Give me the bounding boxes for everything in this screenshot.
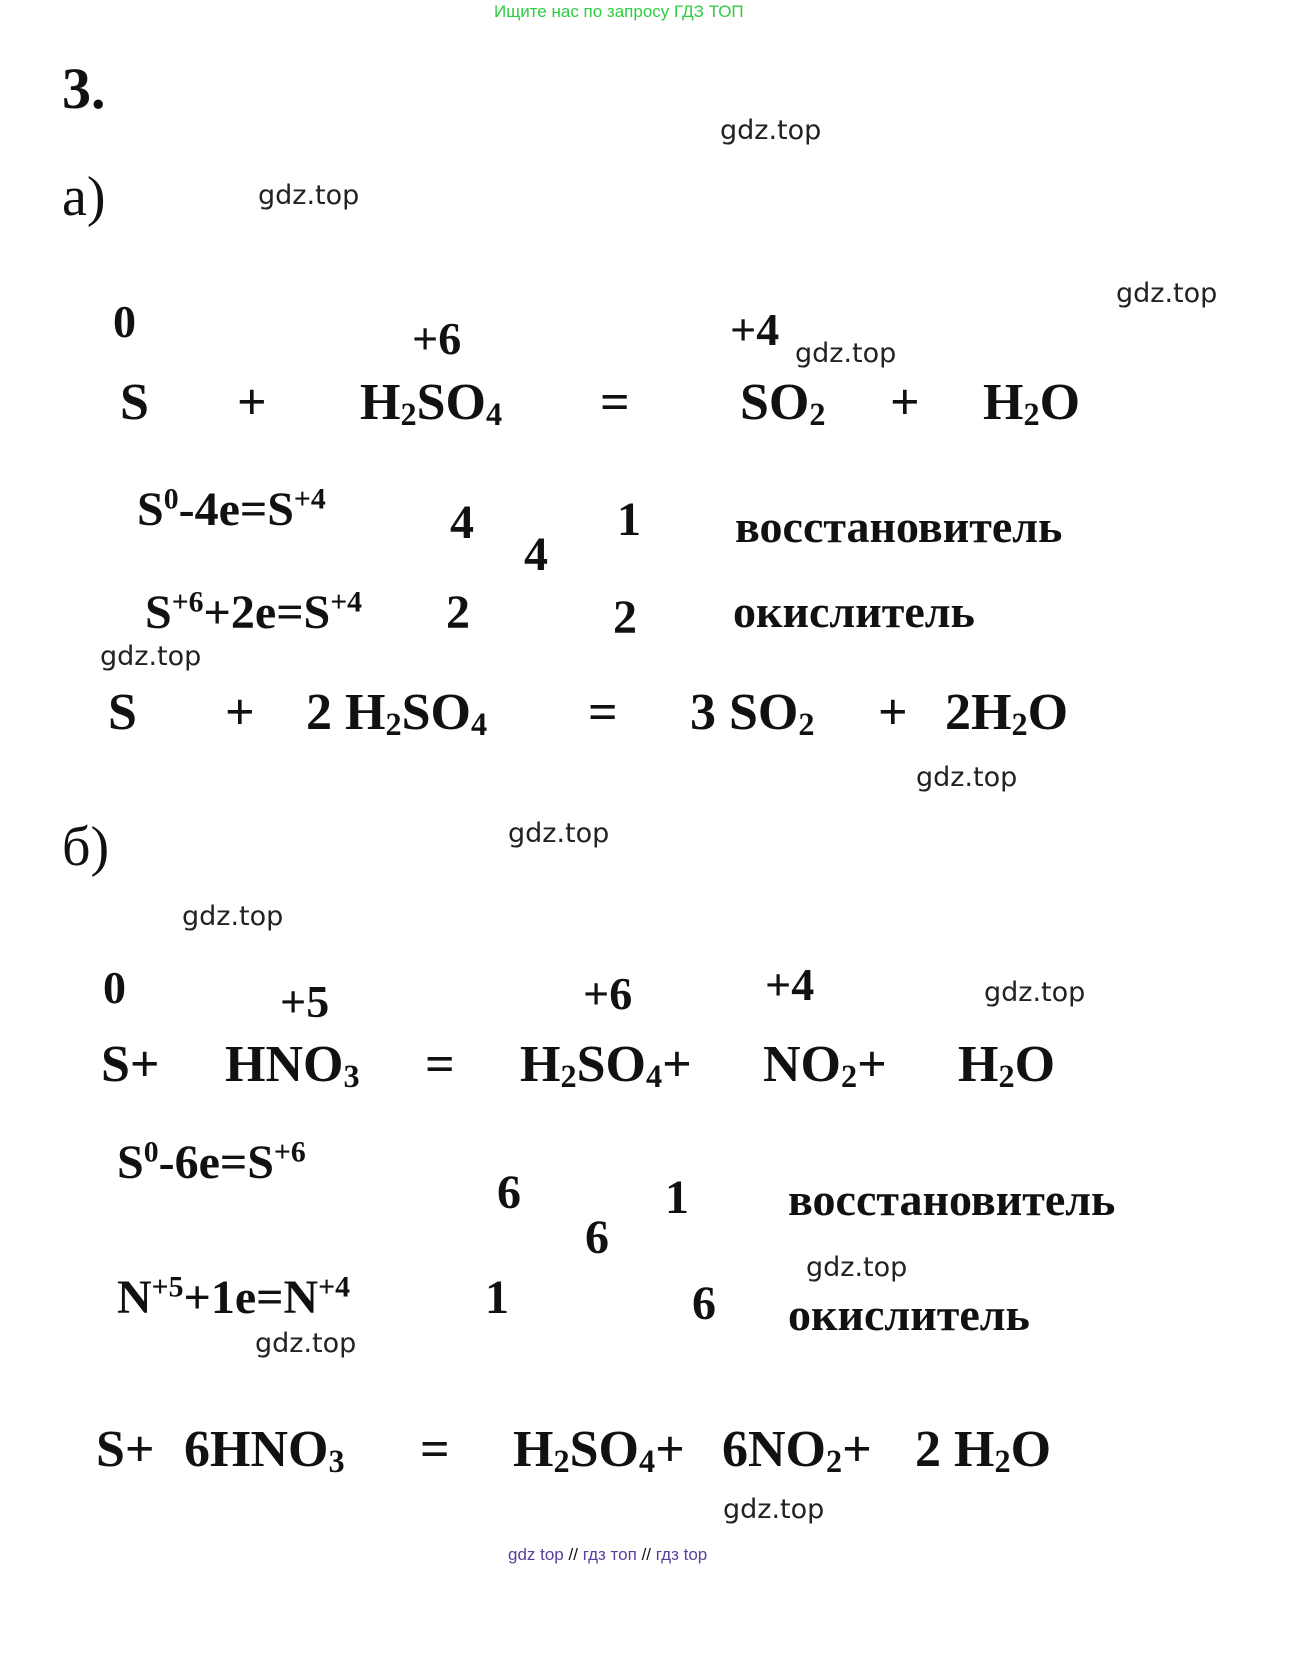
balanced-b-no2: $6NO_2+$ <box>722 1421 872 1479</box>
half-a1: $S^0-4e=S^{+4}$ <box>137 482 326 536</box>
eq-a-plus1: + <box>237 374 267 431</box>
ox-state-s: 0 <box>113 296 136 347</box>
ox-state-h2so4: +6 <box>412 313 462 364</box>
balanced-b-s: S+ <box>96 1421 155 1478</box>
eq-b-equals: = <box>425 1036 455 1093</box>
watermark: gdz.top <box>100 641 202 672</box>
watermark: gdz.top <box>916 762 1018 793</box>
balanced-a-so2: 3 $SO_2$ <box>690 684 815 742</box>
eq-a-so2: $SO_2$ <box>740 374 826 432</box>
half-a2-coef: 2 <box>613 591 637 644</box>
eq-a-equals: = <box>600 374 630 431</box>
eq-b-s: S+ <box>101 1036 160 1093</box>
eq-b-h2o: $H_2O$ <box>958 1036 1056 1094</box>
half-b1: $S^0-6e=S^{+6}$ <box>117 1135 306 1189</box>
half-b-lcm: 6 <box>585 1211 609 1264</box>
eq-b-h2so4: $H_2SO_4+$ <box>520 1036 692 1094</box>
watermark: gdz.top <box>255 1328 357 1359</box>
footer-separator: // <box>568 1545 578 1564</box>
balanced-a-h2o: $2H_2O$ <box>945 684 1069 742</box>
half-a1-electrons: 4 <box>450 496 474 549</box>
balanced-a-equals: = <box>588 684 618 741</box>
watermark: gdz.top <box>508 818 610 849</box>
ox-state-hno3: +5 <box>280 976 330 1027</box>
half-b2: $N^{+5}+1e=N^{+4}$ <box>117 1270 350 1324</box>
half-b1-role: восстановитель <box>788 1174 1116 1225</box>
eq-a-s: S <box>120 374 149 431</box>
half-a1-role: восстановитель <box>735 501 1063 552</box>
watermark: gdz.top <box>182 901 284 932</box>
part-b-label: б) <box>62 816 110 878</box>
task-number: 3. <box>62 56 106 121</box>
watermark: gdz.top <box>720 115 822 146</box>
eq-a-h2so4: $H_2SO_4$ <box>360 374 503 432</box>
footer-separator: // <box>641 1545 652 1564</box>
balanced-a-plus1: + <box>225 684 255 741</box>
half-a1-coef: 1 <box>617 493 641 546</box>
balanced-b-h2o: 2 $H_2O$ <box>915 1421 1052 1479</box>
balanced-b-h2so4: $H_2SO_4+$ <box>513 1421 685 1479</box>
half-b2-role: окислитель <box>788 1289 1030 1340</box>
balanced-a-plus2: + <box>878 684 908 741</box>
ox-state-no2: +4 <box>765 959 815 1010</box>
ox-state-so2: +4 <box>730 304 780 355</box>
part-a-label: а) <box>62 166 106 228</box>
half-b1-coef: 1 <box>665 1171 689 1224</box>
watermark: gdz.top <box>1116 278 1218 309</box>
footer-link-1[interactable]: gdz top <box>508 1545 564 1564</box>
footer-links <box>508 1545 707 1565</box>
watermark: gdz.top <box>795 338 897 369</box>
half-a-lcm: 4 <box>524 528 548 581</box>
balanced-b-hno3: $6HNO_3$ <box>184 1421 345 1479</box>
balanced-a-s: S <box>108 684 137 741</box>
watermark: gdz.top <box>984 977 1086 1008</box>
eq-b-no2: $NO_2+$ <box>763 1036 887 1094</box>
eq-a-h2o: $H_2O$ <box>983 374 1081 432</box>
balanced-b-equals: = <box>420 1421 450 1478</box>
footer-link-2[interactable]: гдз топ <box>582 1545 637 1564</box>
eq-a-plus2: + <box>890 374 920 431</box>
half-b1-electrons: 6 <box>497 1166 521 1219</box>
half-b2-electrons: 1 <box>485 1271 509 1324</box>
ox-state-h2so4-b: +6 <box>583 968 633 1019</box>
watermark: gdz.top <box>806 1252 908 1283</box>
half-a2: $S^{+6}+2e=S^{+4}$ <box>145 585 363 639</box>
half-b2-coef: 6 <box>692 1277 716 1330</box>
half-a2-electrons: 2 <box>446 586 470 639</box>
eq-b-hno3: $HNO_3$ <box>225 1036 360 1094</box>
top-banner[interactable]: Ищите нас по запросу ГДЗ ТОП <box>494 2 744 21</box>
footer-link-3[interactable]: гдз top <box>655 1545 708 1564</box>
ox-state-s-b: 0 <box>103 962 126 1013</box>
half-a2-role: окислитель <box>733 586 975 637</box>
balanced-a-h2so4: 2 $H_2SO_4$ <box>306 684 488 742</box>
watermark: gdz.top <box>723 1494 825 1525</box>
watermark: gdz.top <box>258 180 360 211</box>
